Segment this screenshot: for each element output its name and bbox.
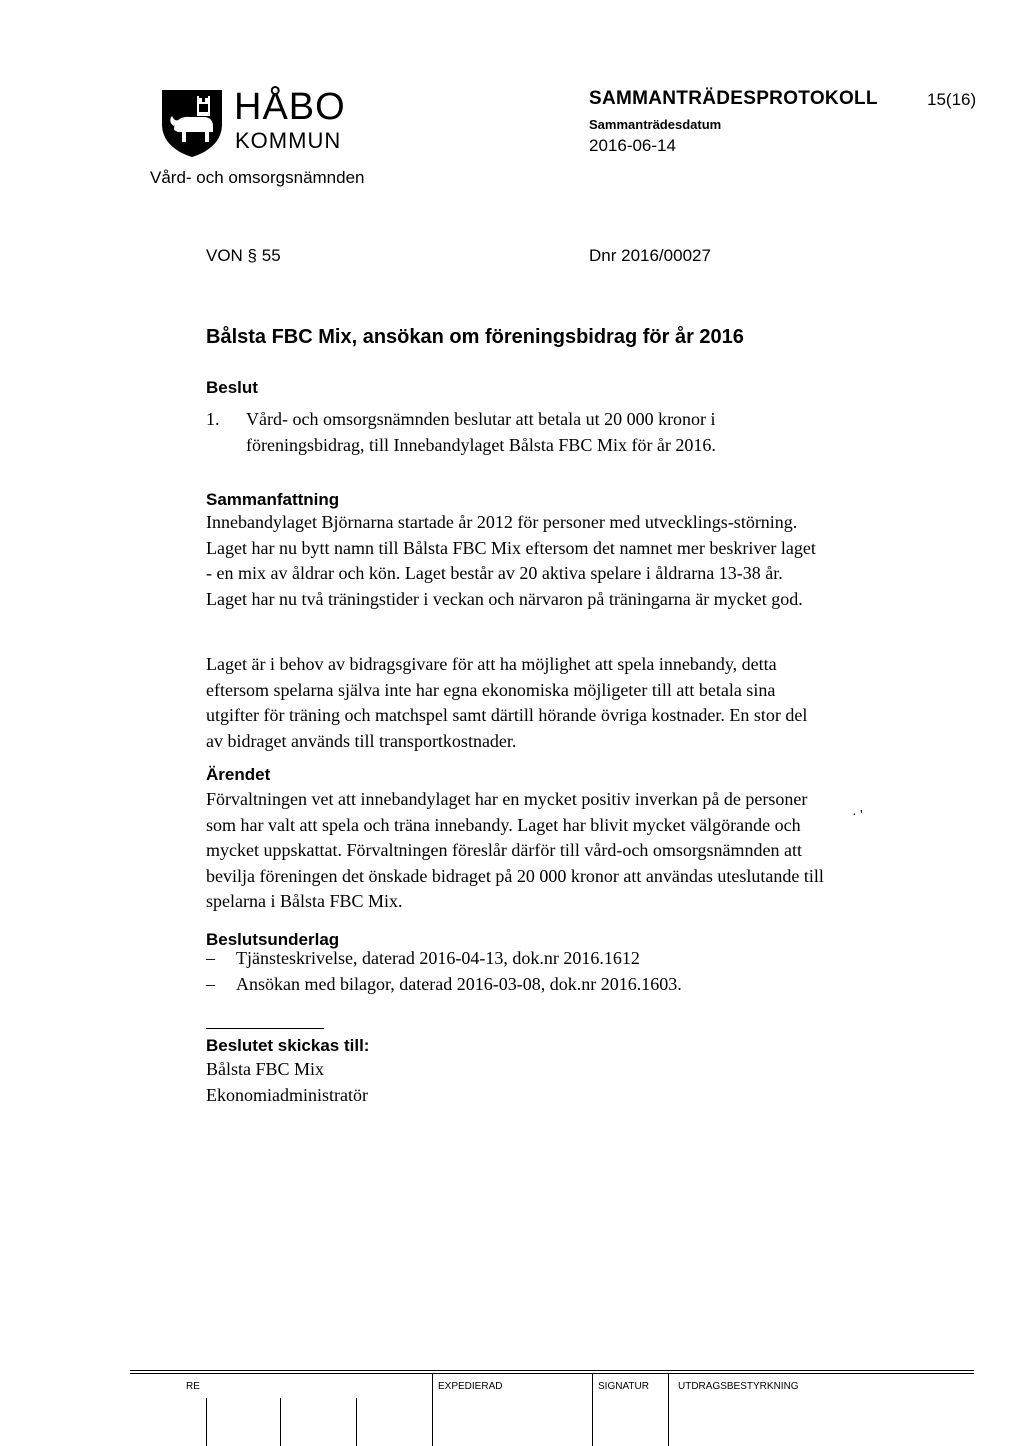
footer-label-signatur: SIGNATUR: [598, 1381, 649, 1392]
list-dash: –: [206, 973, 215, 994]
decision-item: [206, 407, 826, 458]
section-reference: VON § 55: [206, 246, 281, 265]
footer-rule-top: [130, 1370, 974, 1371]
footer-signature-box: [206, 1398, 207, 1446]
footer-label-expedierad: EXPEDIERAD: [438, 1381, 503, 1392]
meeting-date: 2016-06-14: [589, 136, 676, 155]
decision-text: Vård- och omsorgsnämnden beslutar att betala ut 20 000 kronor i föreningsbidrag, till Innebandylaget Bålsta FBC Mix för år 2016.: [246, 409, 716, 455]
document-type: SAMMANTRÄDESPROTOKOLL: [589, 88, 878, 109]
footer-column-divider: [668, 1374, 669, 1446]
footer-rule-top-2: [130, 1373, 974, 1374]
footer-label-re: RE: [186, 1381, 200, 1392]
recipients-heading: Beslutet skickas till:: [206, 1036, 370, 1055]
case-heading: Ärendet: [206, 765, 271, 784]
beslut-heading: Beslut: [206, 378, 258, 397]
recipient: Ekonomiadministratör: [206, 1084, 368, 1105]
footer-column-divider: [432, 1374, 433, 1446]
footer-signature-box: [356, 1398, 357, 1446]
list-dash: –: [206, 948, 215, 968]
page-number: 15(16): [927, 90, 977, 109]
margin-mark: · ': [852, 808, 863, 823]
list-item: [206, 972, 846, 998]
footer-label-utdragsbestyrkning: UTDRAGSBESTYRKNING: [678, 1381, 799, 1392]
meeting-date-label: Sammanträdesdatum: [589, 117, 722, 132]
case-paragraph: Förvaltningen vet att innebandylaget har en mycket positiv inverkan på de personer som har valt att spela och träna innebandy. Laget har blivit mycket välgörande och mycket uppskattat. Förvaltningen föreslår därför till vård-och omsorgsnämnden att bevilja föreningen det önskade bidraget på 20 000 kronor att användas uteslutande till spelarna i Bålsta FBC Mix.: [206, 789, 824, 911]
basis-list: [206, 946, 846, 997]
summary-paragraph-2: Laget är i behov av bidragsgivare för att ha möjlighet att spela innebandy, detta eftersom spelarna själva inte har egna ekonomiska möjligeter till att betala sina utgifter för träning och matchspel samt därtill hörande övriga kostnader. En stor del av bidraget används till transportkostnader.: [206, 654, 808, 751]
committee-name: Vård- och omsorgsnämnden: [150, 168, 365, 187]
recipients-list: [206, 1057, 368, 1108]
list-item-text: Tjänsteskrivelse, daterad 2016-04-13, dok.nr 2016.1612: [236, 948, 640, 968]
footer-column-divider: [592, 1374, 593, 1446]
decision-number: 1.: [206, 409, 220, 429]
diary-number: Dnr 2016/00027: [589, 246, 711, 265]
recipient: Bålsta FBC Mix: [206, 1059, 325, 1079]
summary-heading: Sammanfattning: [206, 490, 340, 509]
summary-paragraph-1: Innebandylaget Björnarna startade år 2012 för personer med utvecklings-störning. Laget har nu bytt namn till Bålsta FBC Mix eftersom det namnet mer beskriver laget - en mix av åldrar och kön. Laget består av 20 aktiva spelare i åldrarna 13-38 år. Laget har nu två träningstider i veckan och närvaron på träningarna är mycket god.: [206, 512, 816, 609]
municipality-subname: KOMMUN: [235, 128, 342, 153]
basis-heading: Beslutsunderlag: [206, 930, 340, 949]
page-title: Bålsta FBC Mix, ansökan om föreningsbidrag för år 2016: [206, 326, 744, 348]
divider: [206, 1028, 324, 1029]
habo-coat-of-arms-icon: [160, 86, 224, 158]
municipality-name: HÅBO: [234, 86, 346, 128]
list-item-text: Ansökan med bilagor, daterad 2016-03-08, dok.nr 2016.1603.: [236, 973, 682, 994]
footer-signature-box: [280, 1398, 281, 1446]
list-item: [206, 946, 846, 972]
